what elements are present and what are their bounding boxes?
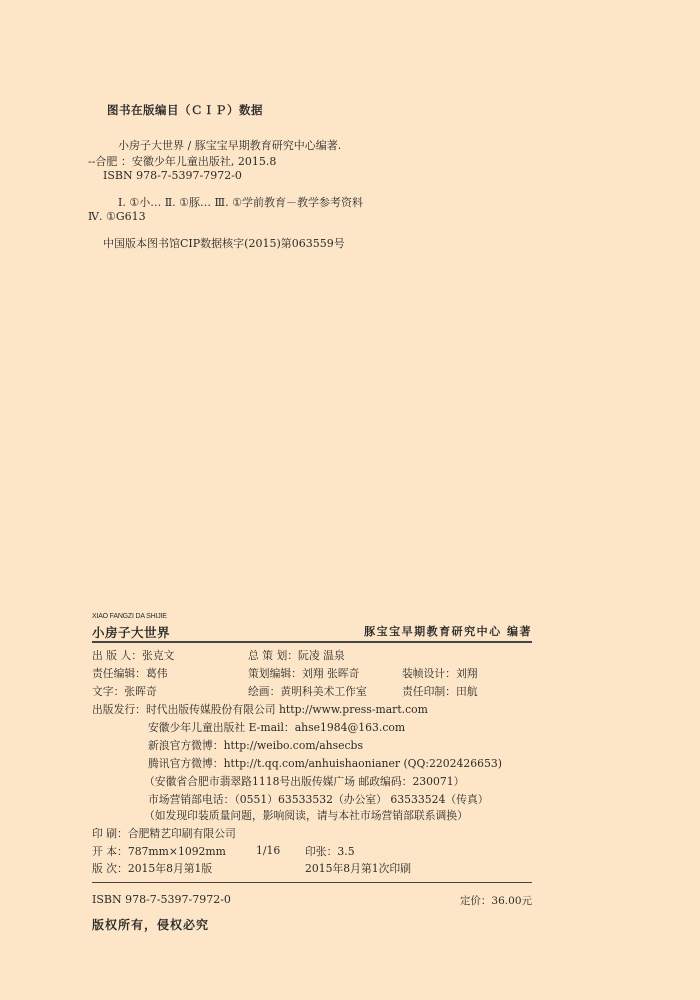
spec-fold: 1/16: [256, 844, 281, 857]
credit-publisher: 出 版 人：张克文: [92, 649, 175, 662]
distribution-address: （安徽省合肥市翡翠路1118号出版传媒广场 邮政编码：230071）: [144, 775, 465, 788]
distribution-weibo: 新浪官方微博：http://weibo.com/ahsecbs: [148, 739, 364, 752]
credit-planner: 总 策 划：阮凌 温泉: [248, 649, 345, 662]
book-title-pinyin: XIAO FANGZI DA SHIJIE: [92, 613, 167, 620]
spec-sheets: 印张：3.5: [305, 845, 355, 858]
cip-publisher-line: --合肥 ：安徽少年儿童出版社, 2015.8: [88, 155, 277, 168]
cip-heading: 图书在版编目（ＣＩＰ）数据: [107, 103, 263, 117]
cip-classification-code: Ⅳ. ①G613: [88, 210, 146, 223]
credit-editor: 责任编辑：葛伟: [92, 667, 168, 680]
book-title: 小房子大世界: [92, 625, 171, 640]
credit-plan-editor: 策划编辑：刘翔 张晖奇: [248, 667, 360, 680]
distribution-line-2: 安徽少年儿童出版社 E-mail：ahse1984@163.com: [148, 721, 406, 734]
spec-impression: 2015年8月第1次印刷: [305, 862, 411, 875]
book-author: 豚宝宝早期教育研究中心 编著: [364, 625, 532, 638]
cip-isbn-line: ISBN 978-7-5397-7972-0: [103, 169, 242, 182]
distribution-notice: （如发现印装质量问题，影响阅读，请与本社市场营销部联系调换）: [144, 809, 468, 822]
credit-designer: 装帧设计：刘翔: [402, 667, 478, 680]
copyright-notice: 版权所有，侵权必究: [92, 918, 210, 932]
distribution-phone: 市场营销部电话：（0551）63533532（办公室） 63533524（传真）: [148, 793, 489, 806]
distribution-line-1: 出版发行：时代出版传媒股份有限公司 http://www.press-mart.com: [92, 703, 428, 716]
distribution-tencent: 腾讯官方微博：http://t.qq.com/anhuishaonianer (QQ:2202426653): [148, 757, 502, 770]
footer-isbn: ISBN 978-7-5397-7972-0: [92, 893, 231, 906]
spec-edition: 版 次：2015年8月第1版: [92, 862, 213, 875]
footer-rule: [92, 882, 532, 883]
spec-format: 开 本：787mm×1092mm: [92, 845, 226, 858]
credit-illustration: 绘画：黄明科美术工作室: [248, 685, 367, 698]
cip-record-number: 中国版本图书馆CIP数据核字(2015)第063559号: [103, 237, 345, 250]
footer-price: 定价：36.00元: [459, 895, 532, 907]
credit-text: 文字：张晖奇: [92, 685, 157, 698]
cip-title-line: 小房子大世界 / 豚宝宝早期教育研究中心编著.: [118, 139, 342, 152]
cip-classification-line: Ⅰ. ①小… Ⅱ. ①豚… Ⅲ. ①学前教育－教学参考资料: [118, 196, 363, 209]
header-rule: [92, 641, 532, 643]
credit-printing: 责任印制：田航: [402, 685, 478, 698]
spec-printer: 印 刷：合肥精艺印刷有限公司: [92, 827, 236, 840]
